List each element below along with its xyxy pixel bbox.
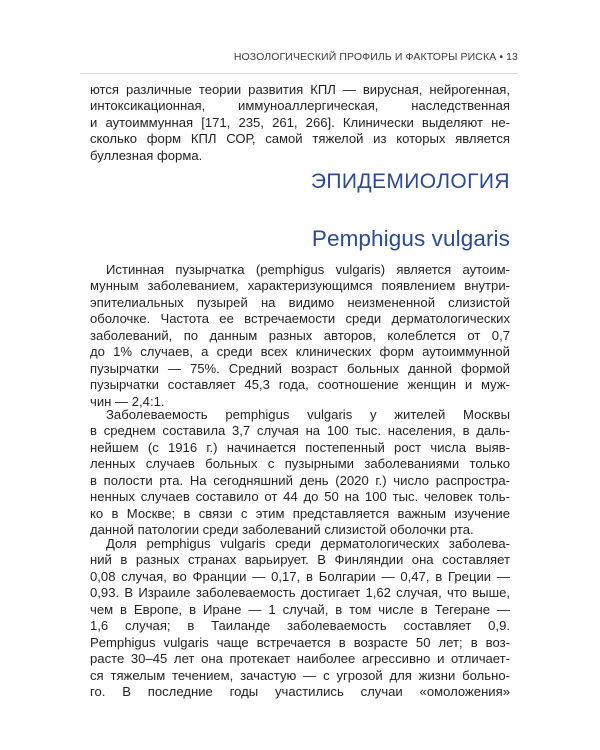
text-line: пузырчатки — 75%. Средний возраст больных данной формой [90, 360, 510, 376]
text-line: Заболеваемость pemphigus vulgaris у жителей Москвы [106, 407, 510, 422]
text-line: 0,08 случая, во Франции — 0,17, в Болгарии — 0,47, в Греции — [90, 568, 510, 584]
text-line: чем в Европе, в Иране — 1 случай, в том числе в Тегеране — [90, 601, 510, 617]
intro-paragraph [90, 82, 510, 164]
body-paragraph [90, 407, 510, 539]
text-line: мунным заболеванием, характеризующимся появлением внутри- [90, 278, 510, 294]
text-line: нейшем (с 1916 г.) начинается постепенный рост числа выяв- [90, 439, 510, 455]
header-divider [80, 73, 518, 74]
text-line: сколько форм КПЛ СОР, самой тяжелой из которых является [90, 131, 510, 147]
text-line: интоксикационная, иммуноаллергическая, наследственная [90, 98, 510, 114]
text-line: до 1% случаев, а среди всех клинических форм аутоиммунной [90, 344, 510, 360]
text-line: го. В последние годы участились случаи «омоложения» [90, 683, 510, 699]
body-paragraph [90, 536, 510, 700]
text-line: данной патологии среди заболеваний слизистой оболочки рта. [90, 522, 474, 538]
text-line: ленных случаев больных с пузырными заболеваниями только [90, 456, 510, 472]
text-line: Истинная пузырчатка (pemphigus vulgaris) является аутоим- [106, 262, 510, 277]
text-line: 1,6 случая; в Таиланде заболеваемость составляет 0,9. [90, 618, 510, 634]
text-line: расте 30–45 лет она протекает наиболее агрессивно и отличает- [90, 651, 510, 667]
text-line: Доля pemphigus vulgaris среди дерматологических заболева- [106, 536, 510, 551]
body-paragraph [90, 262, 510, 410]
text-line: пузырчатки составляет 45,3 года, соотношение женщин и муж- [90, 377, 510, 393]
text-line: и аутоиммунная [171, 235, 261, 266]. Клинически выделяют не- [90, 114, 510, 130]
text-line: ненных случаев составило от 44 до 50 на 100 тыс. человек толь- [90, 489, 510, 505]
text-line: 0,93. В Израиле заболеваемость достигает 1,62 случая, что выше, [90, 585, 510, 601]
text-line: в среднем составила 3,7 случая на 100 тыс. населения, в даль- [90, 423, 510, 439]
text-line: ся тяжелым течением, зачастую — с угрозой для жизни больно- [90, 667, 510, 683]
text-line: ко в Москве; в связи с этим представляется важным изучение [90, 505, 510, 521]
text-line: ний в разных странах варьирует. В Финляндии она составляет [90, 552, 510, 568]
text-line: в полости рта. На сегодняшний день (2020 г.) число распростра- [90, 472, 510, 488]
text-line: Pemphigus vulgaris чаще встречается в возрасте 50 лет; в воз- [90, 634, 510, 650]
text-line: эпителиальных пузырей на видимо неизмененной слизистой [90, 294, 510, 310]
text-line: ются различные теории развития КПЛ — вирусная, нейрогенная, [90, 82, 510, 97]
text-line: буллезная форма. [90, 147, 203, 163]
running-header: НОЗОЛОГИЧЕСКИЙ ПРОФИЛЬ И ФАКТОРЫ РИСКА • 13 [233, 51, 518, 63]
section-heading: ЭПИДЕМИОЛОГИЯ [310, 170, 510, 193]
subsection-heading: Pemphigus vulgaris [311, 226, 510, 251]
text-line: заболеваний, по данным разных авторов, колеблется от 0,7 [90, 327, 510, 343]
text-line: оболочке. Частота ее встречаемости среди дерматологических [90, 311, 510, 327]
text-line: чин — 2,4:1. [90, 393, 165, 409]
